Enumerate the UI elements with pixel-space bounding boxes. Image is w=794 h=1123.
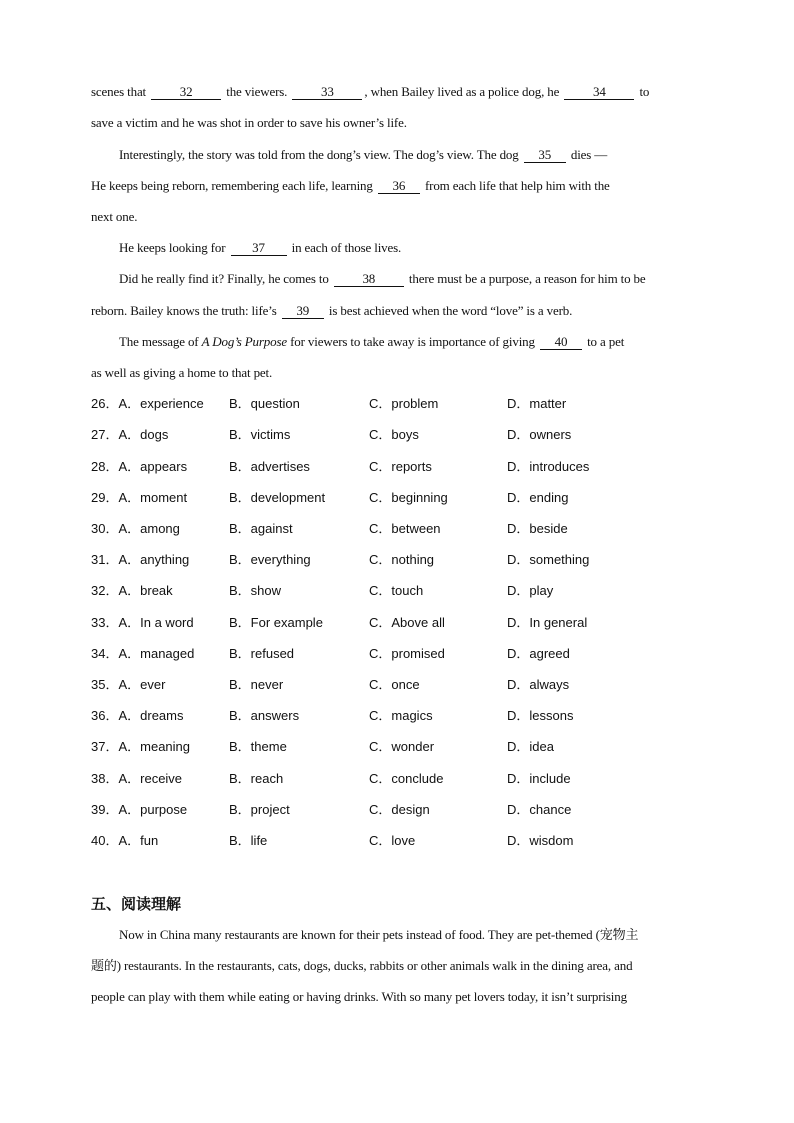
option-b[interactable]: B．For example [229, 615, 323, 630]
option-row [91, 583, 711, 599]
option-row [91, 490, 711, 506]
option-b[interactable]: B．never [229, 677, 284, 692]
text: there must be a purpose, a reason for him to be [408, 271, 646, 286]
option-c[interactable]: C．reports [369, 459, 432, 474]
option-a[interactable]: 28．A．appears [91, 459, 188, 474]
passage-line-3 [119, 147, 734, 163]
text: scenes that [91, 84, 147, 99]
option-d[interactable]: D．lessons [507, 708, 574, 723]
blank-38[interactable]: 38 [334, 272, 404, 287]
option-d[interactable]: D．something [507, 552, 590, 567]
option-d[interactable]: D．play [507, 583, 554, 598]
passage-line-2: save a victim and he was shot in order to save his owner’s life. [91, 115, 407, 130]
option-d[interactable]: D．always [507, 677, 570, 692]
option-a[interactable]: 30．A．among [91, 521, 180, 536]
option-b[interactable]: B．theme [229, 739, 287, 754]
text: reborn. Bailey knows the truth: life’s [91, 303, 277, 318]
option-row [91, 552, 711, 568]
option-d[interactable]: D．matter [507, 396, 567, 411]
option-d[interactable]: D．owners [507, 427, 572, 442]
blank-33[interactable]: 33 [292, 85, 362, 100]
movie-title: A Dog’s Purpose [201, 334, 287, 349]
passage-line-9 [119, 334, 734, 350]
option-a[interactable]: 36．A．dreams [91, 708, 184, 723]
option-b[interactable]: B．answers [229, 708, 300, 723]
option-d[interactable]: D．include [507, 771, 571, 786]
option-b[interactable]: B．question [229, 396, 300, 411]
option-a[interactable]: 32．A．break [91, 583, 173, 598]
blank-39[interactable]: 39 [282, 304, 324, 319]
blank-36[interactable]: 36 [378, 179, 420, 194]
option-a[interactable]: 37．A．meaning [91, 739, 190, 754]
option-a[interactable]: 39．A．purpose [91, 802, 188, 817]
option-c[interactable]: C．once [369, 677, 420, 692]
option-row [91, 739, 711, 755]
option-a[interactable]: 31．A．anything [91, 552, 190, 567]
option-d[interactable]: D．introduces [507, 459, 590, 474]
passage-line-10: as well as giving a home to that pet. [91, 365, 273, 380]
option-row [91, 677, 711, 693]
blank-32[interactable]: 32 [151, 85, 221, 100]
option-a[interactable]: 27．A．dogs [91, 427, 169, 442]
blank-35[interactable]: 35 [524, 148, 566, 163]
option-a[interactable]: 40．A．fun [91, 833, 159, 848]
option-b[interactable]: B．reach [229, 771, 284, 786]
option-d[interactable]: D．beside [507, 521, 568, 536]
text: Did he really find it? Finally, he comes to [119, 271, 329, 286]
option-d[interactable]: D．In general [507, 615, 588, 630]
text: dies — [570, 147, 608, 162]
option-b[interactable]: B．refused [229, 646, 295, 661]
option-row [91, 646, 711, 662]
option-row [91, 396, 711, 412]
option-a[interactable]: 29．A．moment [91, 490, 188, 505]
option-row [91, 615, 711, 631]
option-a[interactable]: 33．A．In a word [91, 615, 194, 630]
option-row [91, 521, 711, 537]
option-row [91, 802, 711, 818]
blank-34[interactable]: 34 [564, 85, 634, 100]
option-b[interactable]: B．against [229, 521, 293, 536]
blank-37[interactable]: 37 [231, 241, 287, 256]
option-d[interactable]: D．wisdom [507, 833, 574, 848]
option-a[interactable]: 34．A．managed [91, 646, 195, 661]
blank-40[interactable]: 40 [540, 335, 582, 350]
text: Interestingly, the story was told from the dong’s view. The dog’s view. The dog [119, 147, 519, 162]
option-c[interactable]: C．Above all [369, 615, 445, 630]
option-row [91, 427, 711, 443]
option-c[interactable]: C．boys [369, 427, 419, 442]
option-row [91, 771, 711, 787]
option-b[interactable]: B．project [229, 802, 290, 817]
passage-line-6 [119, 240, 734, 256]
option-b[interactable]: B．victims [229, 427, 291, 442]
option-b[interactable]: B．advertises [229, 459, 310, 474]
option-d[interactable]: D．ending [507, 490, 569, 505]
passage-line-1 [91, 84, 706, 100]
passage-line-4 [91, 178, 706, 194]
text: He keeps being reborn, remembering each life, learning [91, 178, 373, 193]
text: to [639, 84, 650, 99]
option-b[interactable]: B．development [229, 490, 326, 505]
option-b[interactable]: B．show [229, 583, 282, 598]
text: for viewers to take away is importance of giving [290, 334, 535, 349]
option-c[interactable]: C．magics [369, 708, 433, 723]
text: The message of [119, 334, 199, 349]
text: to a pet [587, 334, 625, 349]
passage-line-7 [119, 271, 734, 287]
option-c[interactable]: C．love [369, 833, 416, 848]
option-d[interactable]: D．agreed [507, 646, 570, 661]
option-d[interactable]: D．idea [507, 739, 554, 754]
option-c[interactable]: C．problem [369, 396, 439, 411]
passage-line-5: next one. [91, 209, 138, 224]
text: , when Bailey lived as a police dog, he [364, 84, 560, 99]
text: He keeps looking for [119, 240, 226, 255]
reading-line-3: people can play with them while eating or having drinks. With so many pet lovers today, it isn’t surprising [91, 989, 627, 1004]
option-row [91, 708, 711, 724]
passage-line-8 [91, 303, 706, 319]
option-b[interactable]: B．everything [229, 552, 311, 567]
option-a[interactable]: 35．A．ever [91, 677, 166, 692]
text: the viewers. [226, 84, 288, 99]
option-d[interactable]: D．chance [507, 802, 572, 817]
reading-line-1: Now in China many restaurants are known for their pets instead of food. They are pet-themed (宠物主 [119, 927, 639, 942]
section-heading: 五、阅读理解 [91, 895, 182, 913]
option-b[interactable]: B．life [229, 833, 268, 848]
option-c[interactable]: C．promised [369, 646, 445, 661]
reading-line-2: 题的) restaurants. In the restaurants, cats, dogs, ducks, rabbits or other animals walk in the dining area, and [91, 958, 633, 973]
text: from each life that help him with the [424, 178, 610, 193]
option-c[interactable]: C．between [369, 521, 441, 536]
option-c[interactable]: C．beginning [369, 490, 448, 505]
option-c[interactable]: C．wonder [369, 739, 435, 754]
option-row [91, 459, 711, 475]
option-c[interactable]: C．conclude [369, 771, 444, 786]
option-c[interactable]: C．nothing [369, 552, 435, 567]
option-c[interactable]: C．touch [369, 583, 424, 598]
option-a[interactable]: 26．A．experience [91, 396, 204, 411]
option-row [91, 833, 711, 849]
option-c[interactable]: C．design [369, 802, 430, 817]
text: is best achieved when the word “love” is a verb. [328, 303, 573, 318]
text: in each of those lives. [291, 240, 402, 255]
option-a[interactable]: 38．A．receive [91, 771, 183, 786]
